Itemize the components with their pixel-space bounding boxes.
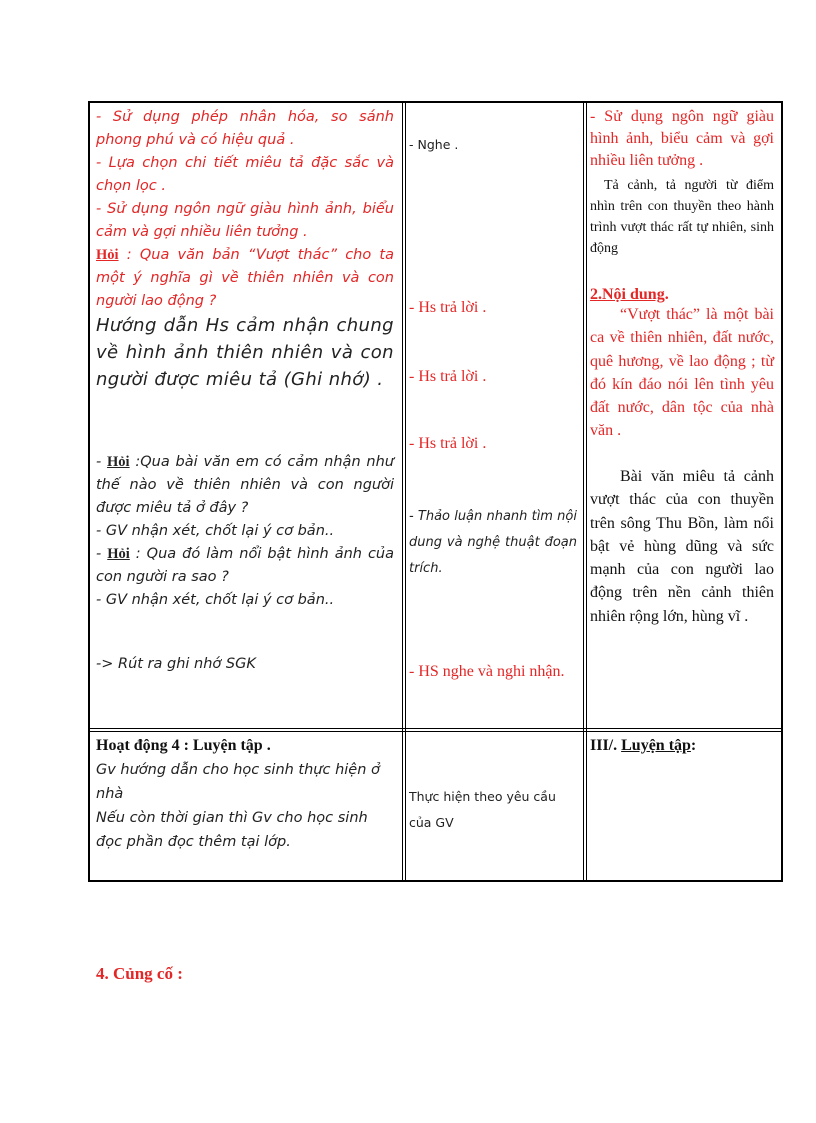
col3-language: - Sử dụng ngôn ngữ giàu hình ảnh, biểu cảm và gợi nhiều liên tưởng .: [590, 108, 774, 169]
question-label: Hỏi: [107, 546, 130, 562]
column-divider-2b: [586, 103, 587, 880]
section-cung-co: 4. Củng cố :: [96, 964, 183, 983]
technique-item: - Sử dụng ngôn ngữ giàu hình ảnh, biểu cảm và gợi nhiều liên tưởng .: [96, 201, 394, 240]
technique-item: - Sử dụng phép nhân hóa, so sánh phong phú và có hiệu quả .: [96, 109, 394, 148]
student-answer-1: - Hs trả lời .: [409, 299, 487, 316]
question-label: Hỏi: [96, 247, 119, 263]
column-divider-1b: [405, 103, 406, 880]
luyen-tap-heading: III/. Luyện tập:: [590, 737, 697, 754]
col3-noidung-heading: 2.Nội dung.: [590, 286, 669, 303]
student-execute: Thực hiện theo yêu cầu của GV: [409, 789, 556, 830]
student-discussion: - Thảo luận nhanh tìm nội dung và nghệ thuật đoạn trích.: [409, 509, 577, 576]
gv-extra-reading: Nếu còn thời gian thì Gv cho học sinh đọc phần đọc thêm tại lớp.: [96, 810, 368, 850]
col1-questions: [96, 451, 394, 612]
student-answer-2: - Hs trả lời .: [409, 368, 487, 385]
gv-comment-1: - GV nhận xét, chốt lại ý cơ bản..: [96, 523, 335, 539]
question-text: : Qua văn bản “Vượt thác” cho ta một ý nghĩa gì về thiên nhiên và con người lao động ?: [96, 247, 394, 309]
question-2: - Hỏi :Qua bài văn em có cảm nhận như thế nào về thiên nhiên và con người được miêu tả ở đây ?: [96, 454, 394, 516]
question-3: - Hỏi : Qua đó làm nổi bật hình ảnh của con người ra sao ?: [96, 546, 395, 585]
activity-4-heading: Hoạt động 4 : Luyện tập .: [96, 737, 271, 754]
rut-ra-ghi-nho: -> Rút ra ghi nhớ SGK: [96, 656, 256, 672]
question-text: :Qua bài văn em có cảm nhận như thế nào về thiên nhiên và con người được miêu tả ở đây ?: [96, 454, 394, 516]
question-1: [96, 244, 394, 313]
row2-instructions: [96, 758, 394, 854]
guide-text: Hướng dẫn Hs cảm nhận chung về hình ảnh thiên nhiên và con người được miêu tả (Ghi nhớ) .: [96, 315, 394, 390]
col3-baivan: Bài văn miêu tả cảnh vượt thác của con thuyền trên sông Thu Bồn, làm nổi bật vẻ hùng dũng và sức mạnh của con người lao động trên nền cảnh thiên nhiên rộng lớn, hùng vĩ .: [590, 468, 774, 625]
technique-item: - Lựa chọn chi tiết miêu tả đặc sắc và chọn lọc .: [96, 155, 394, 194]
col3-tacanh: Tả cảnh, tả người từ điểm nhìn trên con thuyền theo hành trình vượt thác rất tự nhiên, sinh động: [590, 178, 774, 256]
question-label: Hỏi: [107, 454, 130, 470]
noidung-title: 2.Nội dung: [590, 286, 665, 303]
col1-technique-list: [96, 106, 394, 313]
column-divider-2: [583, 103, 584, 880]
row-divider: [90, 728, 781, 729]
student-listen: - Nghe .: [409, 137, 459, 152]
student-answer-3: - Hs trả lời .: [409, 435, 487, 452]
column-divider-1: [402, 103, 403, 880]
student-note: - HS nghe và nghi nhận.: [409, 663, 565, 680]
col3-noidung-text: “Vượt thác” là một bài ca về thiên nhiên, đất nước, quê hương, về lao động ; từ đó kín đáo nói lên tình yêu đất nước, dân tộc của nhà văn .: [590, 306, 774, 440]
question-text: : Qua đó làm nổi bật hình ảnh của con người ra sao ?: [96, 546, 395, 585]
gv-comment-2: - GV nhận xét, chốt lại ý cơ bản..: [96, 592, 335, 608]
row-divider-b: [90, 731, 781, 732]
gv-homework: Gv hướng dẫn cho học sinh thực hiện ở nhà: [96, 762, 380, 802]
